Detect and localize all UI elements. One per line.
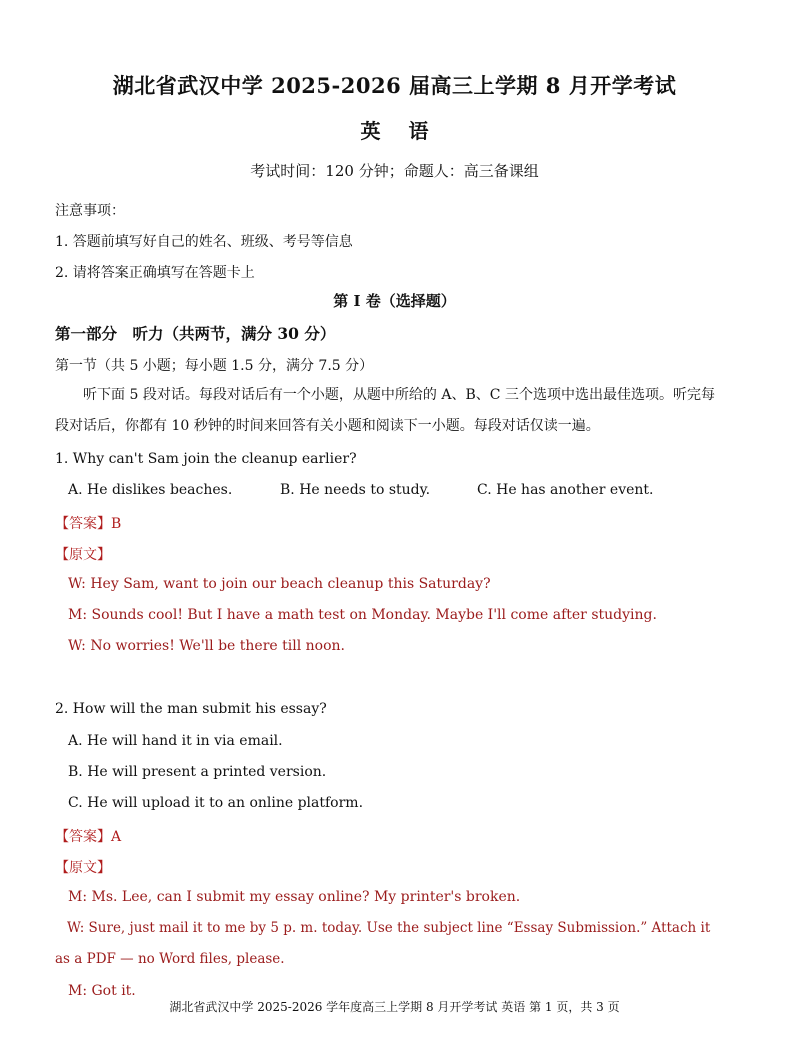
question-2-stem: 2. How will the man submit his essay?	[55, 701, 327, 717]
question-2-answer	[55, 826, 121, 846]
section-title: 第 I 卷（选择题）	[333, 292, 456, 310]
question-1-transcript-label: 【原文】	[55, 547, 111, 563]
question-2-option-b: B. He will present a printed version.	[68, 764, 327, 780]
answer-value: A	[111, 829, 122, 845]
listening-instructions: 听下面 5 段对话。每段对话后有一个小题，从题中所给的 A、B、C 三个选项中选出最佳选项。听完每段对话后，你都有 10 秒钟的时间来回答有关小题和阅读下一小题。每段对话仅读一遍。	[55, 387, 715, 434]
question-2-option-c: C. He will upload it to an online platform.	[68, 795, 364, 811]
subject-title: 英语	[360, 119, 457, 143]
answer-value: B	[111, 516, 122, 532]
note-item-2: 2. 请将答案正确填写在答题卡上	[55, 265, 255, 281]
question-2-transcript-label: 【原文】	[55, 860, 111, 876]
page-footer: 湖北省武汉中学 2025-2026 学年度高三上学期 8 月开学考试 英语 第 1 页，共 3 页	[169, 1000, 620, 1014]
question-1-transcript-line-3: W: No worries! We'll be there till noon.	[68, 638, 345, 654]
question-1-transcript-line-2: M: Sounds cool! But I have a math test on Monday. Maybe I'll come after studying.	[68, 607, 657, 623]
question-2-transcript-line-2: W: Sure, just mail it to me by 5 p. m. today. Use the subject line “Essay Submission.” Attach it as a PDF — no Word files, please.	[55, 920, 711, 967]
question-1-option-c: C. He has another event.	[477, 482, 654, 498]
subsection-title: 第一节（共 5 小题；每小题 1.5 分，满分 7.5 分）	[55, 358, 374, 374]
answer-label: 【答案】	[55, 516, 111, 532]
question-1-transcript-line-1: W: Hey Sam, want to join our beach cleanup this Saturday?	[68, 576, 491, 592]
question-2-option-a: A. He will hand it in via email.	[68, 733, 283, 749]
question-1-option-a: A. He dislikes beaches.	[68, 482, 233, 498]
answer-label: 【答案】	[55, 829, 111, 845]
question-1-option-b: B. He needs to study.	[280, 482, 431, 498]
exam-info: 考试时间：120 分钟；命题人：高三备课组	[250, 162, 539, 180]
page-title: 湖北省武汉中学 2025-2026 届高三上学期 8 月开学考试	[112, 73, 677, 98]
question-1-stem: 1. Why can't Sam join the cleanup earlier?	[55, 451, 357, 467]
question-1-answer	[55, 513, 121, 533]
notes-heading: 注意事项：	[55, 203, 125, 219]
question-2-transcript-line-1: M: Ms. Lee, can I submit my essay online? My printer's broken.	[68, 889, 521, 905]
note-item-1: 1. 答题前填写好自己的姓名、班级、考号等信息	[55, 234, 353, 250]
part-title: 第一部分 听力（共两节，满分 30 分）	[55, 324, 336, 343]
question-2-transcript-line-3: M: Got it.	[68, 983, 136, 999]
